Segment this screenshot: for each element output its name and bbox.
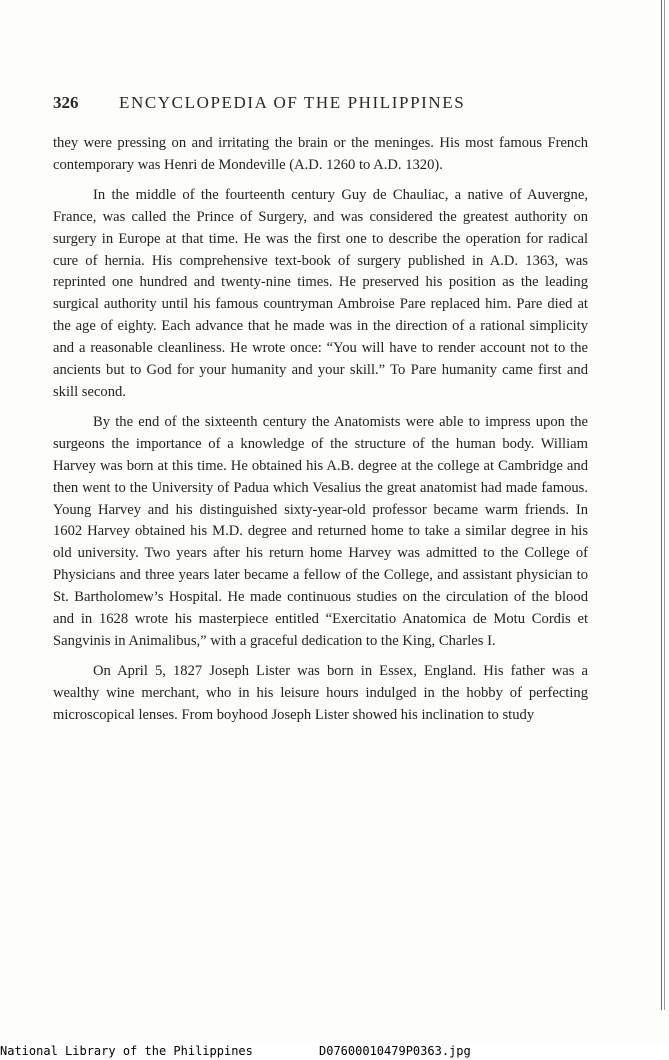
file-id: D07600010479P0363.jpg: [319, 1044, 471, 1058]
paragraph: On April 5, 1827 Joseph Lister was born in Essex, England. His father was a wealthy wine merchant, who in his leisure hours indulged in the hobby of perfecting microscopical lenses. From boyhood Joseph Lister showed his inclination to study: [53, 662, 588, 723]
page-edge-divider: [661, 0, 669, 1010]
page-number: 326: [53, 93, 79, 112]
body-text: [53, 133, 588, 735]
page-header: [53, 93, 593, 117]
paragraph: they were pressing on and irritating the brain or the meninges. His most famous French contemporary was Henri de Mondeville (A.D. 1260 to A.D. 1320).: [53, 135, 588, 173]
running-title: ENCYCLOPEDIA OF THE PHILIPPINES: [119, 93, 466, 112]
paragraph: By the end of the sixteenth century the Anatomists were able to impress upon the surgeons the importance of a knowledge of the structure of the human body. William Harvey was born at this time. He obtained his A.B. degree at the college at Cambridge and then went to the University of Padua which Vesalius the great anatomist had made famous. Young Harvey and his distinguished sixty-year-old professor became warm friends. In 1602 Harvey obtained his M.D. degree and returned home to take a similar degree in his old university. Two years after his return home Harvey was admitted to the College of Physicians and three years later became a fellow of the College, and assistant physician to St. Bartholomew’s Hospital. He made continuous studies on the circulation of the blood and in 1628 wrote his masterpiece entitled “Exercitatio Anatomica de Motu Cordis et Sangvinis in Animalibus,” with a graceful dedication to the King, Charles I.: [53, 413, 588, 649]
scan-footer: [0, 1043, 669, 1060]
library-credit: National Library of the Philippines: [0, 1044, 253, 1058]
paragraph: In the middle of the fourteenth century Guy de Chauliac, a native of Auvergne, France, was called the Prince of Surgery, and was considered the greatest authority on surgery in Europe at that time. He was the first one to describe the operation for radical cure of hernia. His comprehensive text-book of surgery published in A.D. 1363, was reprinted one hundred and twenty-nine times. He preserved his position as the leading surgical authority until his famous countryman Ambroise Pare replaced him. Pare died at the age of eighty. Each advance that he made was in the direction of a rational simplicity and a reasonable cleanliness. He wrote once: “You will have to render account not to the ancients but to God for your humanity and your skill.” To Pare humanity came first and skill second.: [53, 186, 588, 400]
